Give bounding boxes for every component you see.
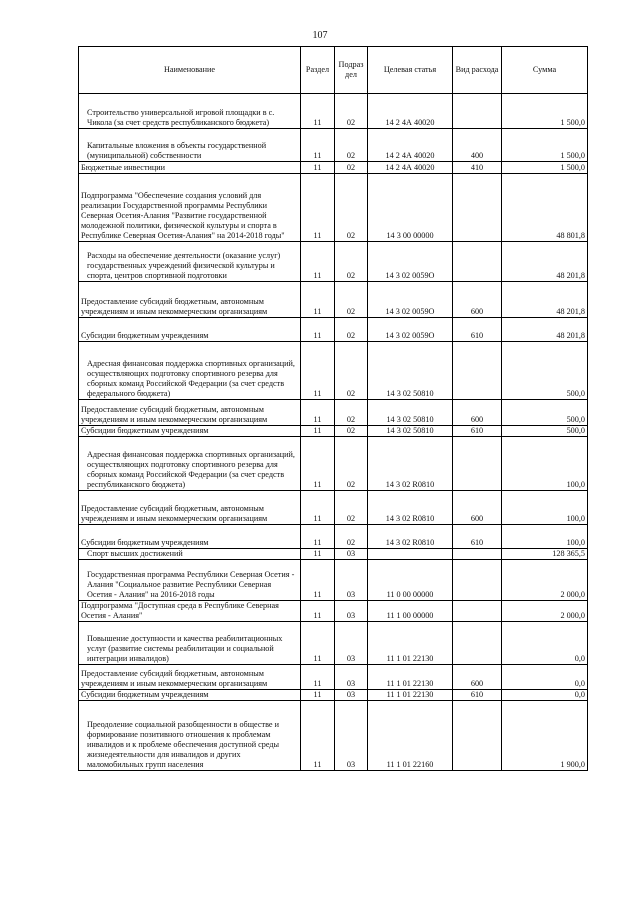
cell-target: 14 3 02 R0810 [368,437,453,491]
cell-razdel: 11 [301,701,335,771]
cell-podrazdel: 02 [335,242,368,282]
table-row [79,94,588,129]
cell-name [79,342,301,400]
cell-target: 14 3 02 50810 [368,342,453,400]
cell-target: 11 1 01 22160 [368,701,453,771]
cell-vid [453,437,502,491]
cell-name [79,400,301,426]
cell-vid [453,174,502,242]
cell-target: 14 3 02 0059О [368,282,453,318]
cell-podrazdel: 02 [335,525,368,549]
table-row [79,162,588,174]
cell-podrazdel: 02 [335,174,368,242]
table-row [79,242,588,282]
cell-podrazdel: 02 [335,129,368,162]
cell-podrazdel: 03 [335,622,368,665]
cell-target: 11 0 00 00000 [368,560,453,601]
table-row [79,318,588,342]
cell-target: 14 3 00 00000 [368,174,453,242]
row-name-text: Государственная программа Республики Северная Осетия - Алания "Социальное развитие Республики Северная Осетия - Алания" на 2016-2018 годы [87,570,295,599]
cell-vid [453,701,502,771]
cell-name [79,174,301,242]
cell-name [79,318,301,342]
table-row [79,282,588,318]
cell-podrazdel: 02 [335,426,368,437]
row-name-text: Повышение доступности и качества реабилитационных услуг (развитие системы реабилитации и социальной интеграции инвалидов) [87,634,283,663]
cell-razdel: 11 [301,549,335,560]
row-name-text: Адресная финансовая поддержка спортивных организаций, осуществляющих подготовку спортивного резерва для сборных команд Российской Федерации (за счет средств республиканского бюджета) [87,450,295,489]
header-podrazdel: Подраз дел [335,47,368,94]
cell-vid: 600 [453,282,502,318]
cell-name [79,94,301,129]
cell-podrazdel: 02 [335,437,368,491]
row-name-text: Предоставление субсидий бюджетным, автономным учреждениям и иным некоммерческим организациям [81,297,268,316]
row-name-text: Предоставление субсидий бюджетным, автономным учреждениям и иным некоммерческим организациям [81,504,268,523]
cell-sum: 48 201,8 [502,318,588,342]
cell-podrazdel: 03 [335,690,368,701]
cell-target: 14 2 4А 40020 [368,129,453,162]
cell-vid [453,242,502,282]
cell-target: 14 3 02 50810 [368,400,453,426]
cell-name [79,622,301,665]
cell-podrazdel: 02 [335,342,368,400]
table-row [79,426,588,437]
cell-vid: 610 [453,426,502,437]
header-sum: Сумма [502,47,588,94]
cell-name [79,560,301,601]
cell-razdel: 11 [301,318,335,342]
cell-vid: 610 [453,318,502,342]
cell-razdel: 11 [301,282,335,318]
cell-razdel: 11 [301,491,335,525]
cell-razdel: 11 [301,622,335,665]
cell-razdel: 11 [301,129,335,162]
cell-vid: 610 [453,525,502,549]
cell-sum: 1 500,0 [502,162,588,174]
cell-razdel: 11 [301,437,335,491]
cell-name [79,701,301,771]
cell-sum: 1 500,0 [502,94,588,129]
table-row [79,690,588,701]
cell-sum: 2 000,0 [502,601,588,622]
cell-target: 14 3 02 50810 [368,426,453,437]
cell-name [79,426,301,437]
table-row [79,437,588,491]
cell-vid [453,94,502,129]
table-header-row [79,47,588,94]
cell-podrazdel: 02 [335,318,368,342]
cell-podrazdel: 03 [335,601,368,622]
row-name-text: Предоставление субсидий бюджетным, автономным учреждениям и иным некоммерческим организациям [81,669,268,688]
cell-name [79,601,301,622]
cell-vid [453,601,502,622]
cell-razdel: 11 [301,426,335,437]
cell-sum: 0,0 [502,665,588,690]
budget-table [78,46,588,771]
table-body [79,94,588,771]
table-row [79,601,588,622]
cell-name [79,242,301,282]
table-row [79,525,588,549]
cell-name [79,525,301,549]
cell-sum: 2 000,0 [502,560,588,601]
cell-sum: 500,0 [502,342,588,400]
cell-razdel: 11 [301,174,335,242]
row-name-text: Субсидии бюджетным учреждениям [81,690,209,699]
cell-sum: 0,0 [502,690,588,701]
cell-sum: 100,0 [502,491,588,525]
cell-target [368,549,453,560]
cell-vid [453,560,502,601]
cell-sum: 500,0 [502,426,588,437]
cell-sum: 100,0 [502,525,588,549]
cell-sum: 0,0 [502,622,588,665]
row-name-text: Предоставление субсидий бюджетным, автономным учреждениям и иным некоммерческим организациям [81,405,268,424]
cell-sum: 500,0 [502,400,588,426]
cell-name [79,282,301,318]
cell-name [79,665,301,690]
row-name-text: Расходы на обеспечение деятельности (оказание услуг) государственных учреждений физической культуры и спорта, центров спортивной подготовки [87,251,281,280]
cell-podrazdel: 03 [335,560,368,601]
table-row [79,560,588,601]
row-name-text: Адресная финансовая поддержка спортивных организаций, осуществляющих подготовку спортивного резерва для сборных команд Российской Федерации (за счет средств федерального бюджета) [87,359,295,398]
table-row [79,400,588,426]
cell-target: 14 2 4А 40020 [368,94,453,129]
cell-sum: 100,0 [502,437,588,491]
cell-sum: 128 365,5 [502,549,588,560]
cell-razdel: 11 [301,690,335,701]
cell-razdel: 11 [301,400,335,426]
cell-vid: 410 [453,162,502,174]
cell-podrazdel: 02 [335,400,368,426]
row-name-text: Субсидии бюджетным учреждениям [81,426,209,435]
table-row [79,701,588,771]
cell-name [79,690,301,701]
header-target: Целевая статья [368,47,453,94]
row-name-text: Капитальные вложения в объекты государственной (муниципальной) собственности [87,141,267,160]
cell-razdel: 11 [301,162,335,174]
cell-name [79,162,301,174]
cell-vid: 400 [453,129,502,162]
cell-name [79,129,301,162]
row-name-text: Бюджетные инвестиции [81,163,166,172]
cell-vid: 600 [453,400,502,426]
cell-vid: 600 [453,491,502,525]
cell-vid [453,622,502,665]
cell-sum: 48 801,8 [502,174,588,242]
cell-target: 14 3 02 0059О [368,318,453,342]
table-row [79,342,588,400]
cell-podrazdel: 02 [335,94,368,129]
cell-target: 11 1 01 22130 [368,690,453,701]
cell-podrazdel: 02 [335,162,368,174]
cell-razdel: 11 [301,242,335,282]
row-name-text: Преодоление социальной разобщенности в обществе и формирование позитивного отношения к проблемам инвалидов и к проблеме обеспечения доступной среды жизнедеятельности для инвалидов и других маломобильных групп населения [87,720,280,769]
page-number: 107 [312,30,328,41]
cell-podrazdel: 03 [335,665,368,690]
cell-razdel: 11 [301,560,335,601]
cell-sum: 1 900,0 [502,701,588,771]
cell-razdel: 11 [301,342,335,400]
table-row [79,129,588,162]
row-name-text: Подпрограмма "Обеспечение создания условий для реализации Государственной программы Республики Северная Осетия-Алания "Развитие государственной молодежной политики, физической культуры и спорта в Республике Северная Осетия-Алания" на 2014-2018 годы" [81,191,285,240]
cell-target: 11 1 00 00000 [368,601,453,622]
cell-razdel: 11 [301,601,335,622]
cell-sum: 48 201,8 [502,282,588,318]
cell-target: 14 3 02 R0810 [368,491,453,525]
cell-sum: 48 201,8 [502,242,588,282]
cell-razdel: 11 [301,525,335,549]
cell-razdel: 11 [301,94,335,129]
header-razdel: Раздел [301,47,335,94]
cell-name [79,437,301,491]
table-row [79,174,588,242]
row-name-text: Строительство универсальной игровой площадки в с. Чикола (за счет средств республиканского бюджета) [87,108,275,127]
cell-target: 14 3 02 R0810 [368,525,453,549]
cell-name [79,549,301,560]
cell-name [79,491,301,525]
table-row [79,549,588,560]
cell-vid [453,342,502,400]
cell-target: 11 1 01 22130 [368,622,453,665]
table-row [79,491,588,525]
cell-razdel: 11 [301,665,335,690]
header-name: Наименование [79,47,301,94]
header-vid: Вид расхода [453,47,502,94]
cell-vid [453,549,502,560]
cell-vid: 600 [453,665,502,690]
row-name-text: Субсидии бюджетным учреждениям [81,331,209,340]
cell-target: 11 1 01 22130 [368,665,453,690]
table-row [79,622,588,665]
row-name-text: Подпрограмма "Доступная среда в Республике Северная Осетия - Алания" [81,601,279,620]
cell-podrazdel: 03 [335,549,368,560]
cell-sum: 1 500,0 [502,129,588,162]
cell-vid: 610 [453,690,502,701]
cell-podrazdel: 02 [335,491,368,525]
row-name-text: Субсидии бюджетным учреждениям [81,538,209,547]
cell-podrazdel: 03 [335,701,368,771]
table-row [79,665,588,690]
cell-target: 14 3 02 0059О [368,242,453,282]
row-name-text: Спорт высших достижений [87,549,183,558]
cell-target: 14 2 4А 40020 [368,162,453,174]
cell-podrazdel: 02 [335,282,368,318]
